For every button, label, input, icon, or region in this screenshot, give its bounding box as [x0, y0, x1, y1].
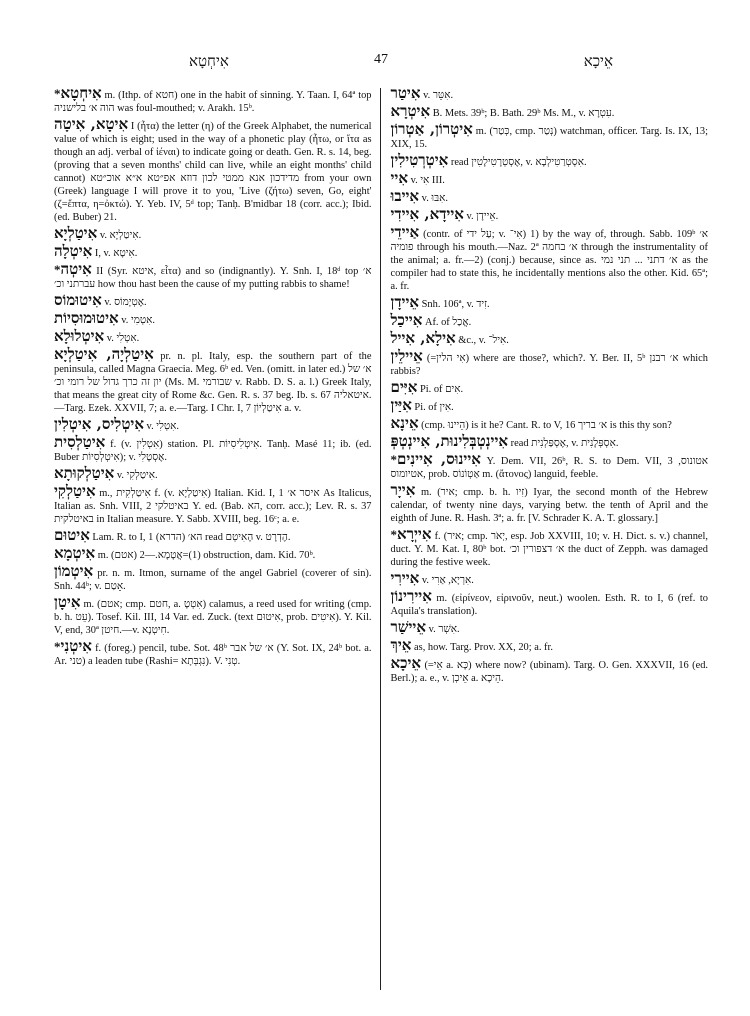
entry-definition: v. אִטְמִי. — [118, 315, 155, 326]
entry-definition: Y. Dem. VII, 26ᵇ, R. S. to Dem. VII, 3 אטונוס, אטיומוס, prob. אַטְוֹנוֹס m. (ἄτονος) languid, feeble. — [390, 456, 708, 480]
dictionary-entry — [54, 347, 372, 415]
entry-headword: אִייבוּ — [390, 187, 420, 205]
dictionary-entry — [54, 639, 372, 668]
dictionary-entry — [391, 620, 709, 636]
entry-headword: אִיטוּם — [54, 526, 90, 544]
dictionary-entry — [391, 349, 709, 378]
entry-definition: v. אִי III. — [408, 175, 445, 186]
dictionary-entry — [391, 638, 709, 654]
entry-definition: m., אִיטַלְקִית f. (v. אִיטַלְיָא) Italian. Kid. I, 1 איסר א׳ As Italicus, Italian as. Snh. VIII, 2 באיטלקי Y. ed. (Bab. הא, corr. acc.); Lev. R. s. 37 באיטלקית in Italian measure. Y. Sabb. XVIII, beg. 16ᶜ; a. e. — [54, 488, 372, 525]
entry-definition: I, v. אִיטָא. — [92, 248, 138, 259]
entry-definition: Snh. 106ª, v. זִיד. — [419, 299, 490, 310]
entry-definition: m. (εἰρίνεον, εἰρινοῦν, neut.) woolen. Esth. R. to I, 6 (ref. to Aquila's translation). — [390, 593, 708, 617]
dictionary-entry — [54, 329, 372, 345]
entry-definition: (cmp. הֵיינוּ) is it he? Cant. R. to V, 16 א׳ בריך is this thy son? — [418, 420, 672, 431]
entry-headword: אִיטַלְסִית — [54, 433, 106, 451]
dictionary-entry — [391, 295, 709, 311]
page-number: 47 — [374, 52, 388, 67]
entry-definition: m. (כְּטַר, cmp. נְטַר) watchman, officer. Targ. Is. IX, 13; XIX, 15. — [390, 126, 708, 150]
entry-definition: v. אֵיידָן. — [463, 211, 499, 222]
entry-headword: אִיחְטָא — [60, 86, 102, 102]
entry-definition: v. אִטְלִי. — [143, 421, 179, 432]
dictionary-entry — [391, 313, 709, 329]
entry-star-mark: * — [390, 527, 397, 542]
entry-headword: אִיידָא, אִיידִי — [390, 205, 464, 223]
running-head — [54, 52, 708, 74]
entry-definition: m. (Ithp. of חטא) one in the habit of sinning. Y. Taan. I, 64ª top הוה א׳ בלישניה was foul-mouthed; v. Arakh. 15ᵇ. — [54, 90, 372, 114]
dictionary-entry — [391, 331, 709, 347]
dictionary-entry — [54, 564, 372, 593]
left-guide-word: אִיחְטָא — [189, 52, 229, 70]
entry-headword: אִיינוּס, אִיינִים — [397, 450, 481, 468]
dictionary-entry — [391, 398, 709, 414]
entry-headword: אֵיידָן — [390, 293, 420, 311]
dictionary-entry — [54, 528, 372, 544]
dictionary-entry — [391, 416, 709, 432]
dictionary-entry — [54, 262, 372, 291]
entry-definition: pr. n. pl. Italy, esp. the southern part of the peninsula, called Magna Graecia. Meg. 6ᵇ ed. Ven. (omitt. in later ed.) א׳ של יון זה כרך גדול של רומי וכ׳ (Ms. M. שבורמי v. Rabb. D. S. a. l.) Greek Italy, that means the great city of Rome &c. Gen. R. s. 37 beg. Ib. s. 67 איטאליה.—Targ. Ezek. XXVII, 7; a. e.—Targ. I Chr. I, 7 אִיטַלְיוֹן a. v. — [54, 351, 372, 414]
entry-definition: v. אִשְׁר. — [426, 624, 460, 635]
entry-definition: pr. n. m. Itmon, surname of the angel Gabriel (coverer of sin). Snh. 44ᵇ; v. אָטַם. — [54, 568, 372, 592]
entry-headword: אִיירִינוֹן — [390, 587, 432, 605]
entry-definition: I (ἦτα) the letter (η) of the Greek Alphabet, the numerical value of which is eight; used in the way of a phonetic play (ἦτω, or ἴτα as though an adj. verbal of ἰέναι) to indicate going or death. Gen. R. s. 14, beg. (proving that a seven months' child can live, while an eight months' child cannot) מדידכון אנא ממטי לכון דוזא אפ״טא א״א אוכ״טא from your own (Greek) language I will prove it to you, 'Live (ζήτω) seven, Go, eight' (ζ=ἕπτα, η=ὀκτώ). Y. Yeb. IV, 5ᵈ top; Tanḥ. B'midbar 18 (corr. acc.); Ibid. (ed. Buber) 21. — [54, 121, 372, 223]
entry-definition: B. Mets. 39ᵇ; B. Bath. 29ᵇ Ms. M., v. עִטְרָא. — [430, 108, 615, 119]
dictionary-entry — [54, 311, 372, 327]
entry-headword: אִיי — [390, 169, 408, 187]
entry-star-mark: * — [54, 262, 61, 277]
dictionary-entry — [54, 466, 372, 482]
entry-headword: אִיטוּמוֹס — [54, 291, 102, 309]
dictionary-entry — [54, 546, 372, 562]
entry-definition: II (Syr. איטא, εἶτα) and so (indignantly). Y. Snh. I, 18ᵈ top א׳ עברתני וכ׳ how thou hast been the cause of my putting rabbis to shame! — [54, 266, 372, 290]
entry-headword: אִיטְלִיס, אִיטְלִין — [54, 415, 144, 433]
entry-headword: אַיידֵי — [390, 223, 420, 241]
dictionary-entry — [54, 417, 372, 433]
entry-headword: אִיטְה — [60, 260, 92, 278]
dictionary-entry — [54, 244, 372, 260]
entry-definition: v. אֶטְיָמוֹס. — [101, 297, 147, 308]
entry-definition: read אֶסְטְרָטִילָטִין, v. אִסְטְרַטִילְבָא. — [448, 157, 587, 168]
entry-definition: v. אִיטַלְקִי. — [114, 470, 158, 481]
dictionary-entry — [54, 435, 372, 464]
dictionary-entry — [391, 153, 709, 169]
entry-definition: m. (איר; cmp. b. h. זִיו) Iyar, the second month of the Hebrew calendar, of twenty nine days, varying betw. the tenth of April and the eighth of June. R. Hash. 3ª; a. fr. [V. Schrader K. A. T. glossary.] — [390, 487, 708, 524]
entry-headword: אִייְרָא — [397, 525, 432, 543]
entry-headword: אֵיךְ — [390, 636, 412, 654]
entry-headword: אֵינָא — [390, 414, 419, 432]
dictionary-entry — [391, 656, 709, 685]
entry-headword: אִילָא, אִייל — [390, 329, 456, 347]
entry-definition: f. (איר; cmp. יְאֹר, esp. Job XXVIII, 10; v. H. Dict. s. v.) channel, duct. Y. M. Kat. I, 80ᵇ bot. א׳ דצפורין וכ׳ the duct of Zepph. was damaged during the festive week. — [390, 531, 708, 568]
left-column — [54, 86, 380, 996]
entry-definition: Af. of אֲכַל. — [422, 317, 472, 328]
entry-definition: Pi. of אִין. — [411, 402, 454, 413]
entry-headword: אִיטְרְטִילִין — [390, 151, 449, 169]
entry-headword: אִיטְלוּלָא — [54, 327, 105, 345]
entry-headword: אִיטַלְקִי — [54, 482, 96, 500]
entry-definition: m. (אטם; cmp. חטם, a. אִטְטָ) calamus, a reed used for writing (cmp. b. h. עֵט). Tosef. Kil. III, 14 Var. ed. Zuck. (text אִיטוּם, prob. אִיטִים). Y. Kil. V, end, 30ª חיטן.—v. חִיטְנָא. — [54, 599, 372, 636]
dictionary-entry — [391, 171, 709, 187]
entry-headword: אִיטְמוֹן — [54, 562, 94, 580]
dictionary-entry — [391, 104, 709, 120]
entry-definition: v. אִבּוּ. — [419, 193, 448, 204]
dictionary-entry — [391, 225, 709, 293]
two-column-body — [54, 86, 708, 996]
entry-definition: (contr. of עַל ידי; v. אִי־) 1) by the way of, through. Sabb. 109ᵇ א׳ פומיה through his mouth.—Naz. 2ª א׳ בחמה through the instrumentality of the animal; a. fr.—2) (conj.) because, since as. א׳ דתני ... תני נמי as the compiler had to state this, he incidentally mentions also the other. Kid. 65ª; a. fr. — [390, 229, 708, 292]
entry-definition: f. (v. אִטְלִין) station. Pl. אִיטְלִיסִיוֹת. Tanḥ. Masé 11; ib. (ed. Buber אִיטְלְסִיוֹת); v. אֶסְטָלִי. — [54, 439, 372, 463]
entry-headword: אֵיכָא — [390, 654, 422, 672]
entry-headword: אִיטַלְיָה, אִיטַלְיָא — [54, 345, 154, 363]
entry-headword: אִיטַר — [390, 86, 421, 102]
entry-definition: Pi. of אִים. — [417, 384, 464, 395]
right-column — [381, 86, 709, 996]
entry-headword: אִיינְטְבְּלִינוּת, אִיינְטְפְּ — [390, 432, 509, 450]
dictionary-entry — [391, 189, 709, 205]
entry-definition: (=אֵי a. כָּא) where now? (ubinam). Targ. O. Gen. XXXVII, 16 (ed. Berl.); a. e., v. אֵיכְן a. הֵיכָא. — [390, 660, 708, 684]
entry-definition: m. (אטם) 1)=אֲטָמָא.—2) obstruction, dam. Kid. 70ᵇ. — [95, 550, 316, 561]
entry-definition: as, how. Targ. Prov. XX, 20; a. fr. — [411, 642, 553, 653]
dictionary-entry — [54, 293, 372, 309]
dictionary-entry — [391, 86, 709, 102]
entry-headword: אִיירִי — [390, 569, 420, 587]
entry-headword: אִייָר — [390, 481, 416, 499]
entry-definition: v. אִיטַלְיָא. — [97, 230, 142, 241]
dictionary-entry — [391, 122, 709, 151]
entry-headword: אִיטְנִי — [60, 637, 92, 655]
entry-definition: &c., v. אִיל־. — [455, 335, 509, 346]
right-guide-word: אֵיכָא — [583, 52, 613, 70]
dictionary-entry — [391, 434, 709, 450]
entry-headword: אִיַּין — [390, 396, 412, 414]
entry-headword: אֵיישַׁר — [390, 618, 426, 636]
dictionary-entry — [391, 207, 709, 223]
entry-definition: v. אִרְיָא, אַרִי. — [419, 575, 474, 586]
entry-headword: אִייכַל — [390, 311, 423, 329]
entry-headword: אֵיילֵין — [390, 347, 423, 365]
entry-definition: v. אִטֵּר. — [420, 90, 454, 101]
dictionary-entry — [391, 380, 709, 396]
dictionary-entry — [54, 117, 372, 224]
dictionary-entry — [391, 527, 709, 569]
entry-definition: v. אִטְלִי. — [104, 333, 140, 344]
entry-headword: אִיטָן — [54, 593, 81, 611]
dictionary-entry — [391, 589, 709, 618]
dictionary-entry — [54, 226, 372, 242]
entry-headword: אִיטְלָה — [54, 242, 93, 260]
entry-definition: read אֶסְפַּלְנִית, v. אִסְפְּלָנִית. — [508, 438, 619, 449]
entry-definition: f. (foreg.) pencil, tube. Sot. 48ᵇ א׳ של אבר (Y. Sot. IX, 24ᵇ bot. a. Ar. טני) a leaden tube (Rashi= נִגְבְּתָא). V. טְנִי. — [54, 643, 372, 667]
entry-definition: (=אִי הלין) where are those?, which?. Y. Ber. II, 5ᵇ א׳ רבנן which rabbis? — [390, 353, 708, 377]
entry-headword: אִיטָא, אִיטָה — [54, 115, 129, 133]
entry-definition: Lam. R. to I, 1 (הדרא) הא׳ read הָאִיטְם v. הֶדְרָט. — [89, 532, 291, 543]
dictionary-entry — [54, 484, 372, 526]
entry-headword: אִיטְרָא — [390, 102, 431, 120]
entry-star-mark: * — [54, 86, 61, 101]
entry-star-mark: * — [390, 452, 397, 467]
dictionary-entry — [54, 595, 372, 637]
entry-headword: אִיטְרוֹן, אַטְרוֹן — [390, 120, 473, 138]
entry-headword: אִיטְמָא — [54, 544, 96, 562]
dictionary-entry — [54, 86, 372, 115]
entry-headword: אִיטַלְיָא — [54, 224, 98, 242]
entry-star-mark: * — [54, 639, 61, 654]
dictionary-entry — [391, 571, 709, 587]
entry-headword: אִיִּים — [390, 378, 418, 396]
entry-headword: אִיטוּמוּסִיוֹת — [54, 309, 119, 327]
entry-headword: אִיטַלְקוּתָא — [54, 464, 115, 482]
dictionary-entry — [391, 483, 709, 525]
dictionary-entry — [391, 452, 709, 481]
